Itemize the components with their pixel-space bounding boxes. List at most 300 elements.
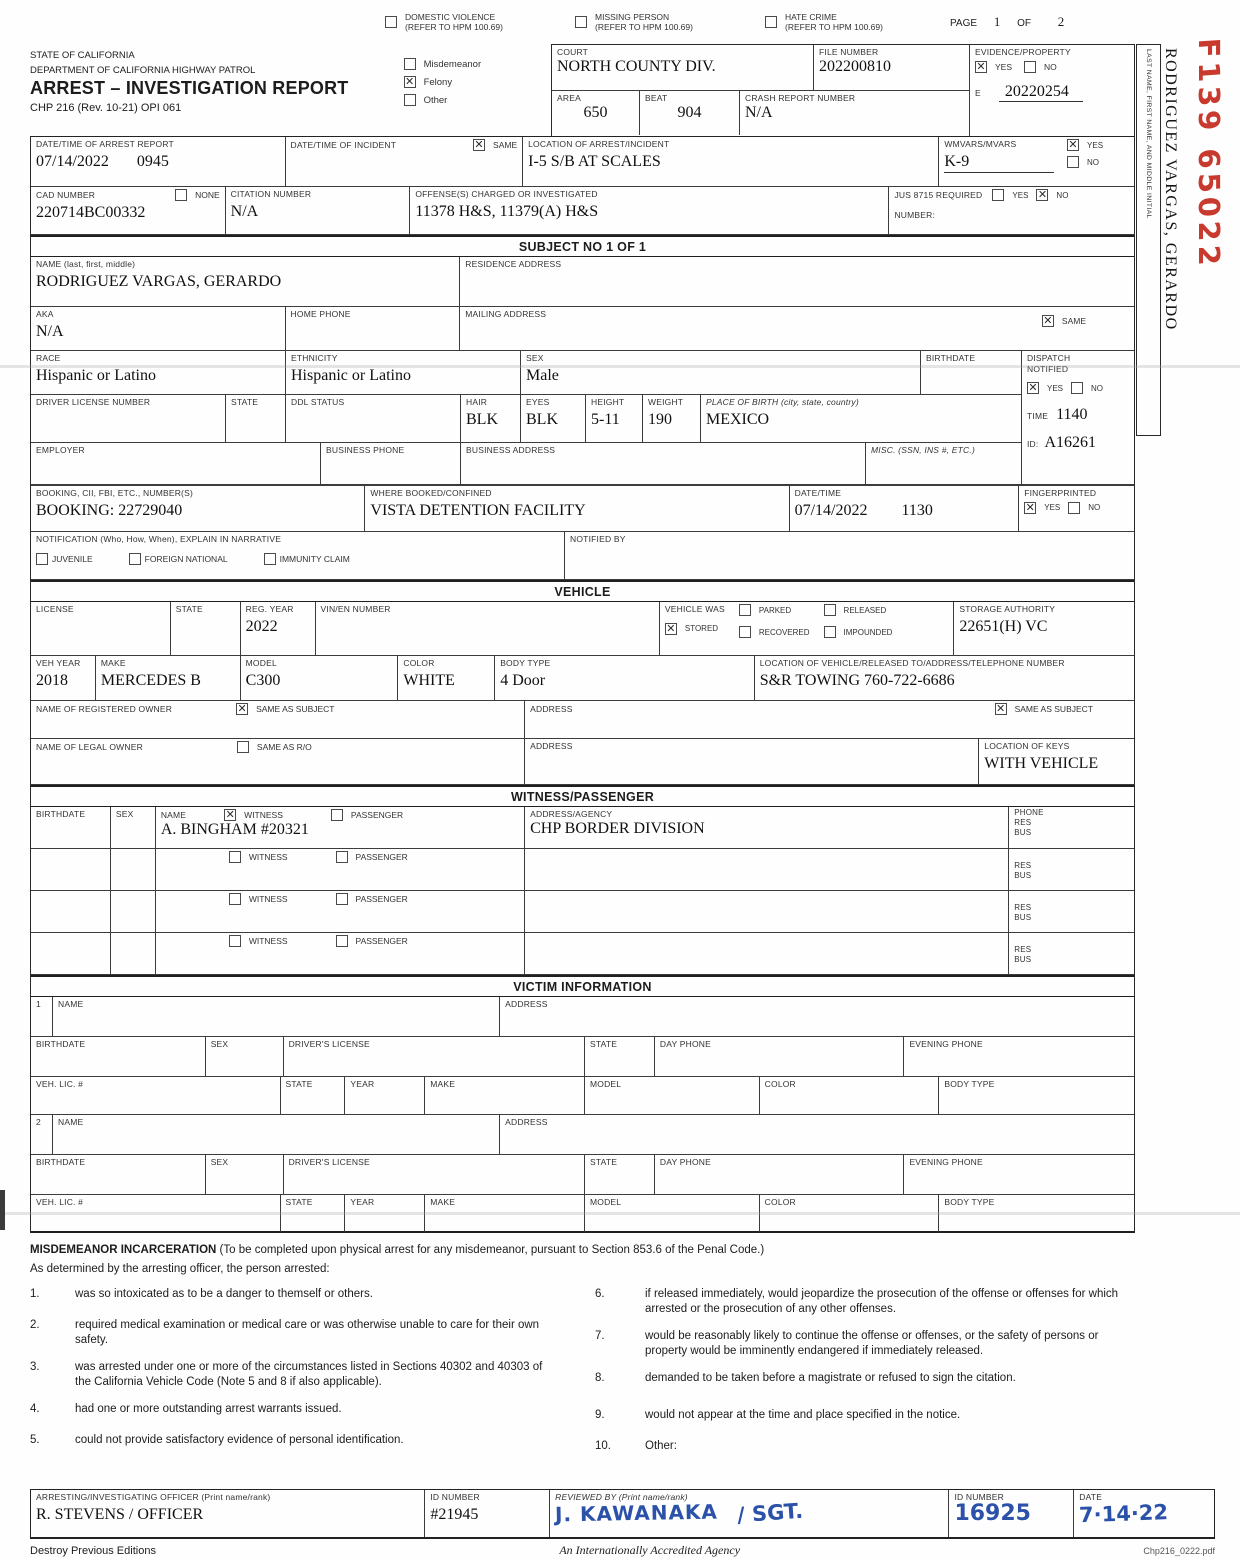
witness4-birthdate-cell [31,933,111,975]
evidence-e-number: 20220254 [999,83,1083,103]
area-cell [552,91,640,135]
footer-right: Chp216_0222.pdf [1143,1546,1215,1556]
beat-label: BEAT [645,93,668,103]
lo-address-label: ADDRESS [530,741,573,751]
arrest-date-value: 07/14/2022 [36,152,109,170]
dispatch-id-value: A16261 [1044,433,1097,451]
victim2-birthdate-cell [31,1155,206,1195]
stored-label: STORED [684,624,719,634]
veh-body-cell [495,656,755,701]
officer-id-value: #21945 [430,1505,479,1523]
booking-time-value: 1130 [901,501,933,519]
business-phone-label: BUSINESS PHONE [326,445,405,455]
court-box [551,44,1135,136]
dl-state-label: STATE [231,397,259,407]
department-name: DEPARTMENT OF CALIFORNIA HIGHWAY PATROL [30,65,256,76]
notified-by-cell [565,532,1134,580]
victim2-number-cell [31,1115,53,1155]
mis-item-4-num: 4. [30,1402,40,1415]
vehicle-was-cell [660,602,954,656]
victim1-address-label: ADDRESS [505,999,548,1009]
vehicle-desc-row [31,656,1134,701]
witness2-passenger-checkbox [336,851,348,863]
registered-owner-cell [31,701,525,739]
employer-label: EMPLOYER [36,445,85,455]
ethnicity-cell [286,351,521,395]
veh-license-label: LICENSE [36,604,74,614]
veh-year-value: 2018 [36,671,68,689]
booking-number-cell [31,486,365,532]
witness2-sex-cell [111,849,156,891]
mvars-yes-label: YES [1087,140,1104,150]
witness3-passenger-checkbox [336,893,348,905]
footer-left: Destroy Previous Editions [30,1545,156,1557]
veh-color-value: WHITE [403,671,455,689]
victim2-number: 2 [36,1117,41,1127]
booking-date-value: 07/14/2022 [794,501,868,519]
reg-year-value: 2022 [245,617,278,635]
witness1-passenger-checkbox [331,809,343,821]
victim1-veh-lic-label: VEH. LIC. # [36,1079,84,1089]
impounded-label: IMPOUNDED [843,627,893,637]
mvars-cell [939,137,1134,187]
misdemeanor-columns [30,1287,1135,1454]
misdemeanor-right-column [595,1287,1135,1454]
fingerprinted-no-checkbox [1068,502,1080,514]
page-indicator [950,14,1064,30]
weight-cell [643,395,701,443]
witness1-res-label: RES [1014,818,1032,827]
immunity-claim-label: IMMUNITY CLAIM [279,553,350,564]
dispatch-id-label: ID: [1027,438,1039,449]
victim2-veh-body-label: BODY TYPE [944,1197,995,1207]
reviewed-by-label: REVIEWED BY (Print name/rank) [555,1492,688,1502]
booking-datetime-label: DATE/TIME [794,488,842,498]
victim1-veh-model-cell [585,1077,760,1115]
victim1-veh-model-label: MODEL [589,1079,622,1089]
victim1-veh-body-cell [939,1077,1134,1115]
subject-band: SUBJECT NO 1 OF 1 [31,235,1134,257]
eyes-label: EYES [526,397,550,407]
aka-value: N/A [36,322,64,340]
veh-make-label: MAKE [100,658,126,668]
victim1-number: 1 [36,999,41,1009]
state-of-california: STATE OF CALIFORNIA [30,50,135,61]
victim2-name-cell [53,1115,500,1155]
offenses-label: OFFENSE(S) CHARGED OR INVESTIGATED [415,189,598,199]
form-title: ARREST – INVESTIGATION REPORT [30,78,349,98]
where-booked-value: VISTA DETENTION FACILITY [370,501,586,519]
witness1-agency-cell [525,807,1009,849]
victim2-day-phone-cell [655,1155,905,1195]
crash-report-value: N/A [745,103,773,121]
business-address-label: BUSINESS ADDRESS [466,445,556,455]
mvars-label: WMVARS/MVARS [944,139,1017,149]
veh-state-label: STATE [175,604,203,614]
evidence-yes-label: YES [995,61,1013,72]
witness4-passenger-checkbox [336,935,348,947]
court-label: COURT [557,47,589,57]
fingerprinted-no-label: NO [1088,503,1101,513]
race-label: RACE [36,353,61,363]
reviewed-by-cell [550,1490,949,1537]
race-value: Hispanic or Latino [36,366,156,384]
victim2-eve-phone-label: EVENING PHONE [909,1157,983,1167]
header-block [30,44,1135,136]
witness1-birthdate-cell [31,807,111,849]
juvenile-checkbox [36,553,48,565]
misdemeanor-left-column [30,1287,595,1454]
reg-year-cell [241,602,316,656]
victim2-id-row [31,1155,1134,1195]
birthdate-cell [921,351,1021,395]
dispatch-no-label: NO [1091,383,1104,393]
felony-label: Felony [423,76,453,88]
witness4-phone-cell [1009,933,1134,975]
witness-phone-label: PHONE [1014,808,1044,817]
veh-location-cell [755,656,1134,701]
dispatch-yes-label: YES [1047,383,1064,393]
crash-report-cell [740,91,969,135]
other-checkbox [404,94,416,106]
victim1-sex-cell [206,1037,284,1077]
page-total: 2 [1057,14,1065,29]
jus-no-checkbox [1036,189,1048,201]
mis-item-6-num: 6. [595,1287,605,1300]
fingerprinted-cell [1019,486,1134,532]
mvars-no-checkbox [1067,156,1079,168]
mis-item-1-num: 1. [30,1287,40,1300]
released-label: RELEASED [843,605,887,615]
fingerprinted-label: FINGERPRINTED [1024,488,1097,498]
location-of-arrest-value: I-5 S/B AT SCALES [528,152,661,170]
witness1-name-value: A. BINGHAM #20321 [160,821,309,838]
sidebar-case-number-handwritten: F139 65022 [1192,36,1226,271]
stored-checkbox [665,623,677,635]
veh-location-label: LOCATION OF VEHICLE/RELEASED TO/ADDRESS/TELEPHONE NUMBER [759,658,1065,668]
victim1-dl-label: DRIVER'S LICENSE [288,1039,370,1049]
footer-center: An Internationally Accredited Agency [559,1543,741,1557]
felony-checkbox [404,76,416,88]
place-of-birth-value: MEXICO [706,410,770,428]
victim1-address-cell [500,997,1134,1037]
witness4-name-cell [156,933,525,975]
victim1-birthdate-label: BIRTHDATE [36,1039,86,1049]
hate-crime-label: HATE CRIME (REFER TO HPM 100.69) [785,12,883,32]
veh-model-cell [241,656,399,701]
subject-name-row [31,257,1134,307]
driver-license-label: DRIVER LICENSE NUMBER [36,397,151,407]
home-phone-label: HOME PHONE [290,309,351,319]
arrest-date-row [31,137,1134,187]
misc-label: MISC. (SSN, INS #, ETC.) [871,445,975,455]
mis-item-5-text: could not provide satisfactory evidence of personal identification. [75,1433,404,1446]
victim2-eve-phone-cell [904,1155,1134,1195]
victim1-eve-phone-label: EVENING PHONE [909,1039,983,1049]
form-body [30,8,1135,1453]
mailing-address-label: MAILING ADDRESS [465,309,547,319]
victim1-veh-year-label: YEAR [350,1079,375,1089]
victim2-veh-lic-label: VEH. LIC. # [36,1197,84,1207]
offenses-value: 11378 H&S, 11379(A) H&S [415,202,599,220]
court-cell [552,45,814,91]
witness3-name-cell [156,891,525,933]
victim1-number-cell [31,997,53,1037]
juvenile-label: JUVENILE [52,553,93,564]
dispatch-notified-cell [1021,351,1134,485]
victim1-veh-make-label: MAKE [430,1079,456,1089]
victim1-name-row [31,997,1134,1037]
released-checkbox [824,604,836,616]
mis-item-8-num: 8. [595,1371,605,1384]
witness1-phone-cell [1009,807,1134,849]
evidence-property-cell [969,45,1134,136]
residence-address-label: RESIDENCE ADDRESS [465,259,562,269]
witness1-bus-label: BUS [1014,828,1032,837]
driver-license-cell [31,395,226,443]
ethnicity-label: ETHNICITY [291,353,338,363]
legal-owner-cell [31,739,525,785]
mis-item-10-num: 10. [595,1439,611,1452]
subject-detail-composite [31,351,1134,485]
impounded-checkbox [824,626,836,638]
aka-row [31,307,1134,351]
misdemeanor-title-bold: MISDEMEANOR INCARCERATION [30,1244,217,1256]
witness-row-1 [31,807,1134,849]
misdemeanor-title [30,1243,1135,1258]
jus8715-label: JUS 8715 REQUIRED [894,189,983,200]
registered-owner-row [31,701,1134,739]
mailing-address-cell [460,307,1134,351]
witness3-witness-checkbox [229,893,241,905]
offenses-cell [410,187,889,235]
hair-cell [461,395,521,443]
victim2-veh-state-label: STATE [285,1197,313,1207]
mailing-same-checkbox [1042,315,1054,327]
aka-cell [31,307,286,351]
notified-by-label: NOTIFIED BY [570,534,626,544]
jus-yes-label: YES [1012,190,1029,200]
cad-none-checkbox [175,189,187,201]
location-of-keys-value: WITH VEHICLE [984,754,1099,772]
dispatch-no-checkbox [1071,382,1083,394]
victim1-birthdate-cell [31,1037,206,1077]
location-of-arrest-label: LOCATION OF ARREST/INCIDENT [528,139,670,149]
mis-item-1-text: was so intoxicated as to be a danger to themself or others. [75,1287,373,1300]
foreign-national-checkbox [129,553,141,565]
area-value: 650 [583,103,608,121]
misdemeanor-title-rest: (To be completed upon physical arrest for any misdemeanor, pursuant to Section 853.6 of the Penal Code.) [219,1244,765,1256]
witness4-sex-cell [111,933,156,975]
veh-model-value: C300 [245,671,281,689]
victim2-day-phone-label: DAY PHONE [659,1157,711,1167]
veh-location-value: S&R TOWING 760-722-6686 [759,671,955,689]
witness3-bus-label: BUS [1014,913,1032,922]
victim2-state-cell [585,1155,655,1195]
vehicle-license-row [31,602,1134,656]
file-number-label: FILE NUMBER [819,47,879,57]
where-booked-label: WHERE BOOKED/CONFINED [370,488,492,498]
misdemeanor-section [30,1243,1135,1453]
ro-same-as-subject-checkbox [236,703,248,715]
dl-state-cell [226,395,286,443]
reviewer-id-value: 16925 [954,1500,1031,1526]
scan-artifact-line-2 [0,1212,1240,1215]
witness3-witness-label: WITNESS [248,894,288,904]
officer-id-cell [425,1490,550,1537]
area-label: AREA [557,93,581,103]
sidebar-name-box-label: LAST NAME, FIRST NAME, AND MIDDLE INITIAL [1145,49,1152,219]
witness3-phone-cell [1009,891,1134,933]
page-label: PAGE [950,18,978,29]
immunity-claim-checkbox [264,553,276,565]
victim1-veh-state-label: STATE [285,1079,313,1089]
dispatch-notified-label: DISPATCH NOTIFIED [1027,353,1071,374]
victim1-dl-cell [284,1037,585,1077]
mis-item-9-num: 9. [595,1408,605,1421]
date-of-arrest-cell [31,137,286,187]
storage-authority-value: 22651(H) VC [959,617,1048,635]
weight-label: WEIGHT [648,397,684,407]
legal-owner-row [31,739,1134,785]
missing-person-group [575,12,693,32]
ethnicity-value: Hispanic or Latino [291,366,411,384]
dispatch-time-label: TIME [1027,411,1049,422]
mis-item-9-text: would not appear at the time and place specified in the notice. [645,1408,961,1421]
witness2-phone-cell [1009,849,1134,891]
storage-authority-cell [954,602,1134,656]
victim2-veh-color-label: COLOR [764,1197,796,1207]
booking-number-label: BOOKING, CII, FBI, ETC., NUMBER(S) [36,488,193,498]
domestic-violence-label: DOMESTIC VIOLENCE (REFER TO HPM 100.69) [405,12,503,32]
sidebar-name-box [1136,44,1161,436]
same-as-ro-checkbox [237,741,249,753]
witness3-passenger-label: PASSENGER [355,894,408,904]
sig-date-cell [1074,1490,1214,1537]
witness4-passenger-label: PASSENGER [355,936,408,946]
cad-none-label: NONE [195,190,220,200]
reviewer-id-label: ID NUMBER [954,1492,1004,1502]
agency-block [30,44,404,136]
victim2-veh-make-label: MAKE [430,1197,456,1207]
mis-item-4-text: had one or more outstanding arrest warrants issued. [75,1402,342,1415]
height-label: HEIGHT [591,397,625,407]
date-of-arrest-label: DATE/TIME OF ARREST REPORT [36,139,174,149]
witness1-witness-label: WITNESS [244,810,283,820]
jus8715-cell [889,187,1134,235]
eyes-cell [521,395,586,443]
evidence-e-label: E [975,87,981,98]
court-value: NORTH COUNTY DIV. [557,57,716,75]
hate-crime-group [765,12,883,32]
victim1-day-phone-label: DAY PHONE [659,1039,711,1049]
vin-cell [316,602,660,656]
fingerprinted-yes-label: YES [1044,503,1061,513]
victim1-eve-phone-cell [904,1037,1134,1077]
place-of-birth-cell [701,395,1021,443]
victim2-address-cell [500,1115,1134,1155]
victim2-dl-cell [284,1155,585,1195]
officer-id-label: ID NUMBER [430,1492,480,1502]
victim1-sex-label: SEX [210,1039,229,1049]
hair-label: HAIR [466,397,488,407]
witness-row-2 [31,849,1134,891]
victim2-veh-model-label: MODEL [589,1197,622,1207]
witness-sex-label: SEX [115,809,134,819]
subject-name-label: NAME (last, first, middle) [36,259,136,269]
witness1-name-cell [156,807,525,849]
victim1-name-label: NAME [57,999,84,1009]
veh-body-value: 4 Door [500,671,546,689]
veh-color-cell [398,656,495,701]
victim1-veh-color-label: COLOR [764,1079,796,1089]
file-number-value: 202200810 [819,57,891,75]
incident-same-label: SAME [493,140,518,150]
witness-name-label: NAME [160,809,187,820]
veh-color-label: COLOR [403,658,435,668]
victim1-veh-lic-cell [31,1077,281,1115]
witness4-witness-label: WITNESS [248,936,288,946]
misdemeanor-intro: As determined by the arresting officer, the person arrested: [30,1262,330,1275]
subject-name-value: RODRIGUEZ VARGAS, GERARDO [36,272,282,290]
other-label: Other [423,94,448,106]
victim1-veh-year-cell [345,1077,425,1115]
residence-address-cell [460,257,1134,307]
witness3-sex-cell [111,891,156,933]
foreign-national-label: FOREIGN NATIONAL [144,553,228,564]
mis-item-8-text: demanded to be taken before a magistrate or refused to sign the citation. [645,1371,1016,1384]
ddl-status-label: DDL STATUS [291,397,345,407]
mis-item-2-text: required medical examination or medical care or was otherwise unable to care for their own safety. [75,1318,540,1346]
ro-address-same-checkbox [995,703,1007,715]
victim1-vehicle-row [31,1077,1134,1115]
reviewer-id-cell [949,1490,1074,1537]
mis-item-5-num: 5. [30,1433,40,1446]
scan-edge-mark [0,1190,5,1230]
mis-item-2-num: 2. [30,1318,40,1331]
same-as-ro-label: SAME AS R/O [256,742,312,752]
mvars-no-label: NO [1087,157,1100,167]
vehicle-was-label: VEHICLE WAS [664,604,725,614]
main-table [30,136,1135,1233]
witness-row-4 [31,933,1134,975]
domestic-violence-checkbox [385,16,397,28]
location-of-keys-label: LOCATION OF KEYS [984,741,1070,751]
reviewed-by-signature: J. KAWANAKA [554,1499,719,1527]
arresting-officer-label: ARRESTING/INVESTIGATING OFFICER (Print name/rank) [36,1492,271,1502]
arresting-officer-value: R. STEVENS / OFFICER [36,1505,204,1523]
beat-value: 904 [677,103,702,121]
page-footer [30,1543,1215,1558]
form-number: CHP 216 (Rev. 10-21) OPI 061 [30,102,182,114]
weight-value: 190 [648,410,672,428]
victim2-sex-cell [206,1155,284,1195]
subject-name-cell [31,257,460,307]
booking-number-value: BOOKING: 22729040 [36,501,183,519]
victim2-birthdate-label: BIRTHDATE [36,1157,86,1167]
ddl-status-cell [286,395,461,443]
mis-item-10-text: Other: [645,1439,677,1452]
ro-address-label: ADDRESS [530,703,573,714]
victim2-address-label: ADDRESS [505,1117,548,1127]
witness2-witness-label: WITNESS [248,852,288,862]
cad-number-label: CAD NUMBER [36,189,96,200]
place-of-birth-label: PLACE OF BIRTH (city, state, country) [706,397,859,407]
victim2-veh-year-label: YEAR [350,1197,375,1207]
sex-value: Male [526,366,559,384]
registered-owner-label: NAME OF REGISTERED OWNER [36,703,173,714]
witness2-passenger-label: PASSENGER [355,852,408,862]
